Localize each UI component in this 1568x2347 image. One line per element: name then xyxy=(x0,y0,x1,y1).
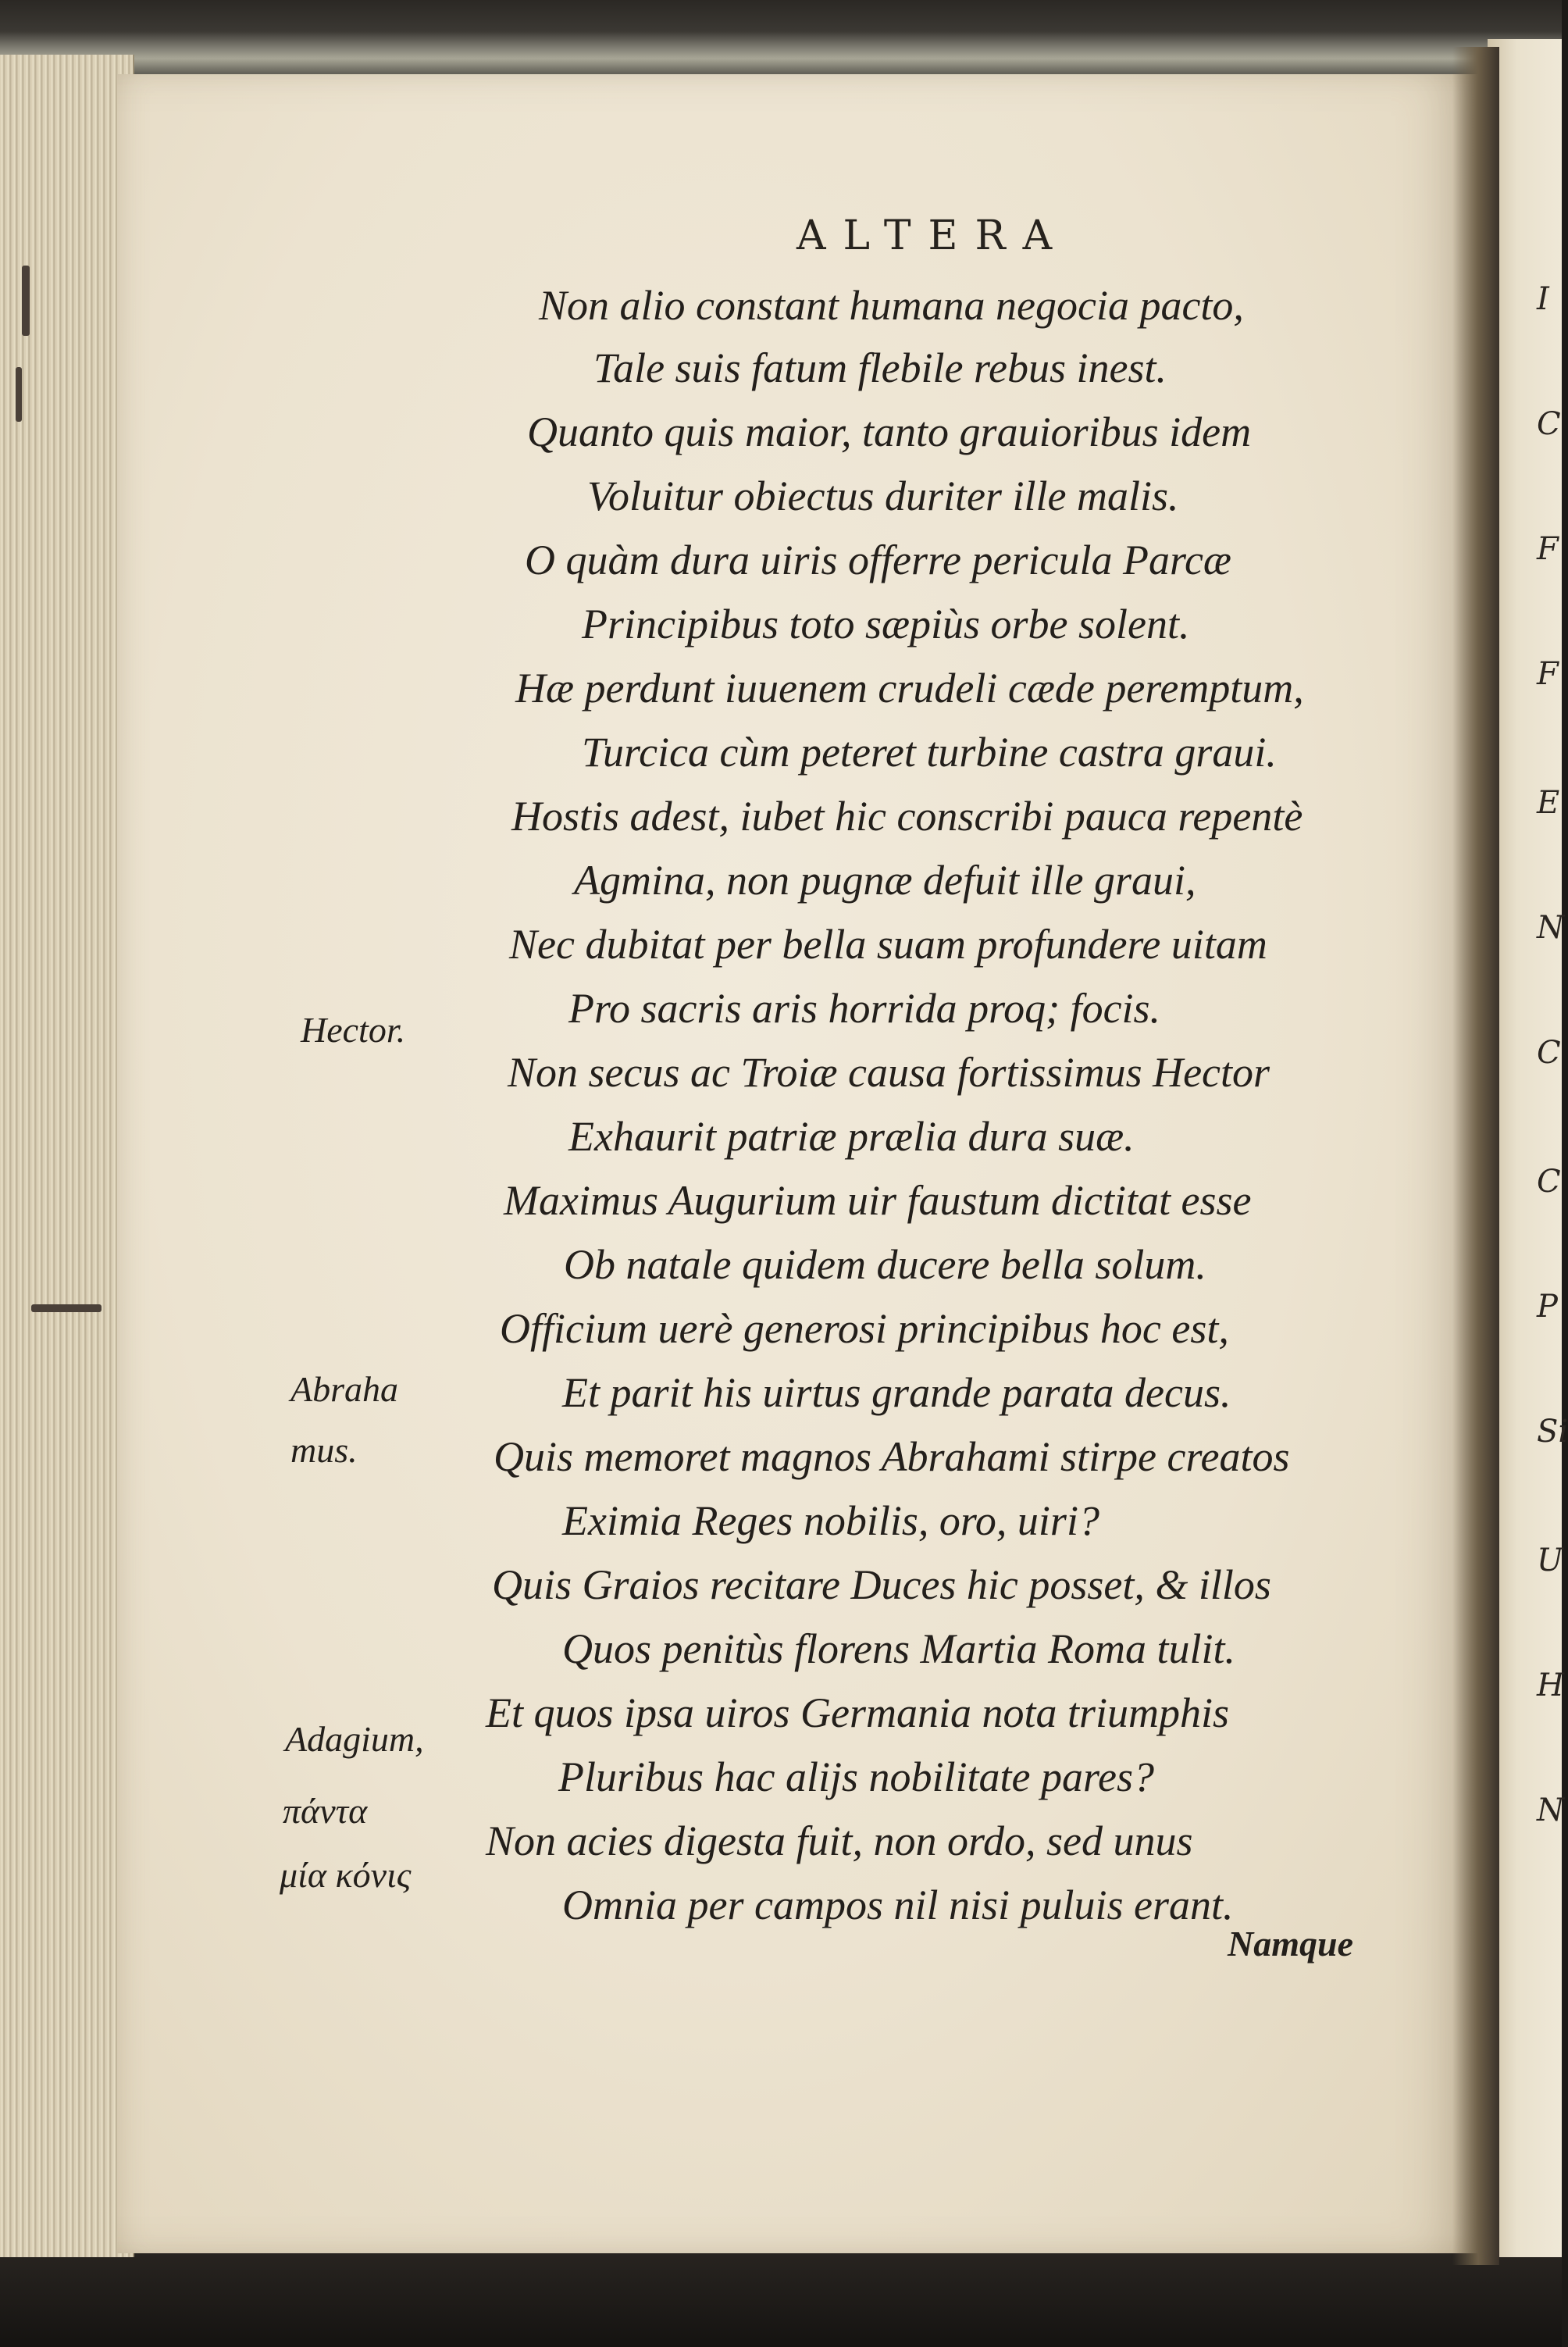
verse-line: Nec dubitat per bella suam profundere uitam xyxy=(509,921,1267,968)
facing-page-letter: Si xyxy=(1537,1414,1568,1450)
margin-note-greek-2: μία κόνις xyxy=(280,1855,412,1895)
margin-note-mus: mus. xyxy=(290,1430,358,1470)
edge-mark xyxy=(22,266,30,336)
facing-page-letter: I xyxy=(1537,281,1549,317)
verse-line: Voluitur obiectus duriter ille malis. xyxy=(587,473,1179,519)
facing-page-letter: F xyxy=(1537,656,1559,692)
book-gutter xyxy=(1452,47,1499,2265)
facing-page-letter: C xyxy=(1537,1035,1561,1071)
facing-page-letter: H xyxy=(1537,1668,1564,1703)
book-cover-bottom xyxy=(0,2242,1562,2347)
facing-page-letter: C xyxy=(1537,1164,1561,1200)
facing-page-letter: P xyxy=(1537,1289,1558,1325)
verse-line: Pro sacris aris horrida proq; focis. xyxy=(568,985,1161,1032)
facing-page-letter: C xyxy=(1537,406,1561,442)
margin-note-hector: Hector. xyxy=(301,1010,406,1050)
verse-line: Omnia per campos nil nisi puluis erant. xyxy=(562,1882,1234,1928)
verse-line: Hæ perdunt iuuenem crudeli cæde peremptum, xyxy=(515,665,1304,712)
edge-mark xyxy=(31,1304,102,1312)
facing-page-letter: N xyxy=(1537,910,1564,946)
verse-line: Exhaurit patriæ prælia dura suæ. xyxy=(568,1113,1135,1160)
verse-line: Non alio constant humana negocia pacto, xyxy=(539,282,1244,329)
margin-note-abraha: Abraha xyxy=(290,1369,398,1409)
verse-line: Quanto quis maior, tanto grauioribus idem xyxy=(527,408,1252,455)
verse-line: Quis Graios recitare Duces hic posset, & illos xyxy=(492,1561,1271,1608)
verse-line: Maximus Augurium uir faustum dictitat esse xyxy=(504,1177,1252,1224)
facing-page-letter: E xyxy=(1537,785,1560,821)
verse-line: Tale suis fatum flebile rebus inest. xyxy=(593,344,1167,391)
verse-line: Turcica cùm peteret turbine castra graui. xyxy=(582,729,1277,776)
verse-line: Et quos ipsa uiros Germania nota triumphis xyxy=(486,1689,1230,1736)
facing-page-letter: F xyxy=(1537,531,1559,567)
margin-note-greek-1: πάντα xyxy=(283,1791,368,1831)
verse-line: Et parit his uirtus grande parata decus. xyxy=(562,1369,1231,1416)
margin-note-adagium: Adagium, xyxy=(285,1719,424,1759)
verse-line: Quos penitùs florens Martia Roma tulit. xyxy=(562,1625,1235,1672)
running-head: ALTERA xyxy=(796,212,1070,259)
verse-line: Non acies digesta fuit, non ordo, sed unus xyxy=(486,1817,1193,1864)
edge-mark xyxy=(16,367,22,422)
verse-line: O quàm dura uiris offerre pericula Parcæ xyxy=(525,537,1231,583)
catchword: Namque xyxy=(1228,1924,1353,1964)
facing-page-letter: N xyxy=(1537,1792,1564,1828)
verse-line: Officium uerè generosi principibus hoc est, xyxy=(500,1305,1229,1352)
verse-line: Pluribus hac alijs nobilitate pares? xyxy=(558,1753,1154,1800)
verse-line: Ob natale quidem ducere bella solum. xyxy=(564,1241,1206,1288)
facing-page-letter: U xyxy=(1537,1543,1563,1578)
verse-line: Agmina, non pugnæ defuit ille graui, xyxy=(574,857,1196,904)
verse-line: Principibus toto sæpiùs orbe solent. xyxy=(582,601,1190,647)
verse-line: Quis memoret magnos Abrahami stirpe creatos xyxy=(494,1433,1290,1480)
verse-line: Eximia Reges nobilis, oro, uiri? xyxy=(562,1497,1099,1544)
verse-line: Hostis adest, iubet hic conscribi pauca repentè xyxy=(511,793,1303,840)
verse-line: Non secus ac Troiæ causa fortissimus Hector xyxy=(508,1049,1270,1096)
